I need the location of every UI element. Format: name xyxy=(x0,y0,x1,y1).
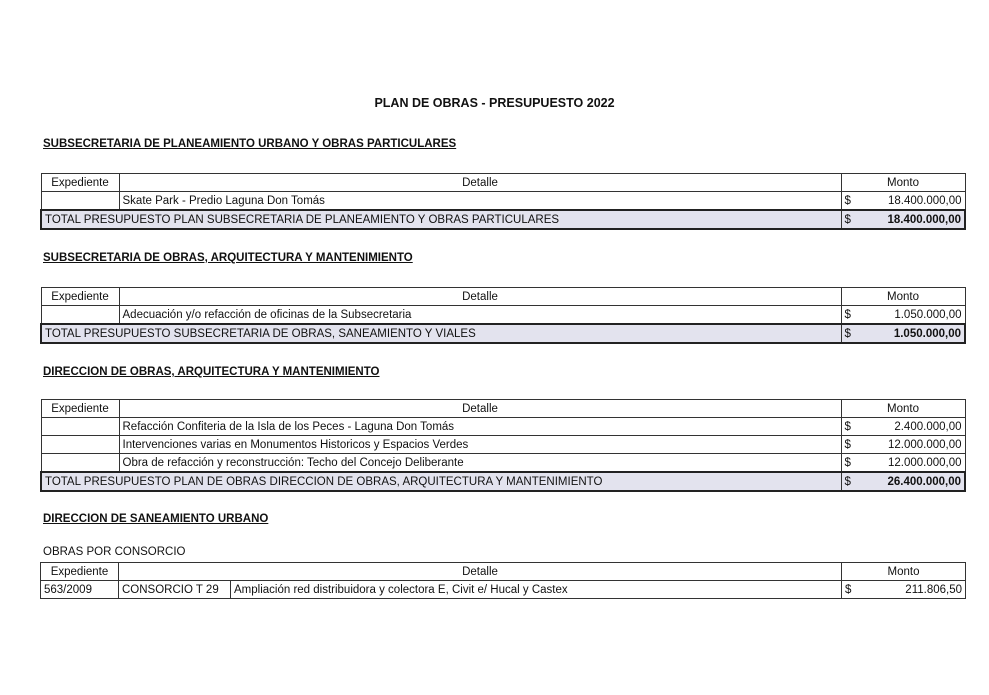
total-row xyxy=(41,210,965,229)
header-detalle: Detalle xyxy=(119,563,842,581)
total-currency: $ xyxy=(841,210,859,229)
total-label: TOTAL PRESUPUESTO PLAN DE OBRAS DIRECCION DE OBRAS, ARQUITECTURA Y MANTENIMIENTO xyxy=(41,472,841,491)
header-monto: Monto xyxy=(841,288,965,306)
cell-detalle: Intervenciones varias en Monumentos Historicos y Espacios Verdes xyxy=(119,436,841,454)
header-monto: Monto xyxy=(841,400,965,418)
table-row xyxy=(41,454,965,473)
header-detalle: Detalle xyxy=(119,400,841,418)
cell-detalle: Ampliación red distribuidora y colectora E, Civit e/ Hucal y Castex xyxy=(231,581,842,599)
section-title-direccion-obras: DIRECCION DE OBRAS, ARQUITECTURA Y MANTENIMIENTO xyxy=(43,366,380,378)
cell-currency: $ xyxy=(841,418,859,436)
cell-expediente xyxy=(41,454,119,473)
cell-monto: 12.000.000,00 xyxy=(859,454,965,473)
section-title-planeamiento: SUBSECRETARIA DE PLANEAMIENTO URBANO Y OBRAS PARTICULARES xyxy=(43,138,457,150)
header-expediente: Expediente xyxy=(41,400,119,418)
total-monto: 18.400.000,00 xyxy=(859,210,965,229)
cell-monto: 18.400.000,00 xyxy=(859,192,965,211)
cell-monto: 211.806,50 xyxy=(860,581,966,599)
total-label: TOTAL PRESUPUESTO PLAN SUBSECRETARIA DE PLANEAMIENTO Y OBRAS PARTICULARES xyxy=(41,210,841,229)
cell-expediente xyxy=(41,418,119,436)
header-detalle: Detalle xyxy=(119,288,841,306)
table-direccion-obras xyxy=(40,399,966,492)
table-planeamiento xyxy=(40,173,966,230)
table-header-row xyxy=(41,563,966,581)
cell-currency: $ xyxy=(841,192,859,211)
table-row xyxy=(41,581,966,599)
header-detalle: Detalle xyxy=(119,174,841,192)
total-row xyxy=(41,472,965,491)
section-title-saneamiento: DIRECCION DE SANEAMIENTO URBANO xyxy=(43,513,269,525)
cell-detalle: Obra de refacción y reconstrucción: Techo del Concejo Deliberante xyxy=(119,454,841,473)
cell-currency: $ xyxy=(841,436,859,454)
table-saneamiento xyxy=(40,562,966,599)
cell-detalle: Refacción Confiteria de la Isla de los Peces - Laguna Don Tomás xyxy=(119,418,841,436)
cell-consorcio: CONSORCIO T 29 xyxy=(119,581,231,599)
table-row xyxy=(41,436,965,454)
cell-monto: 1.050.000,00 xyxy=(859,306,965,325)
table-row xyxy=(41,192,965,211)
header-expediente: Expediente xyxy=(41,563,119,581)
header-expediente: Expediente xyxy=(41,174,119,192)
cell-monto: 2.400.000,00 xyxy=(859,418,965,436)
cell-expediente xyxy=(41,306,119,325)
cell-currency: $ xyxy=(841,306,859,325)
table-row xyxy=(41,418,965,436)
total-row xyxy=(41,324,965,343)
total-monto: 26.400.000,00 xyxy=(859,472,965,491)
cell-expediente xyxy=(41,192,119,211)
section-subtitle-consorcio: OBRAS POR CONSORCIO xyxy=(43,546,186,558)
header-expediente: Expediente xyxy=(41,288,119,306)
cell-detalle: Adecuación y/o refacción de oficinas de la Subsecretaria xyxy=(119,306,841,325)
total-currency: $ xyxy=(841,324,859,343)
cell-expediente xyxy=(41,436,119,454)
document-title: PLAN DE OBRAS - PRESUPUESTO 2022 xyxy=(374,96,615,110)
cell-currency: $ xyxy=(841,454,859,473)
total-currency: $ xyxy=(841,472,859,491)
table-header-row xyxy=(41,400,965,418)
cell-currency: $ xyxy=(842,581,860,599)
header-monto: Monto xyxy=(841,174,965,192)
cell-detalle: Skate Park - Predio Laguna Don Tomás xyxy=(119,192,841,211)
total-monto: 1.050.000,00 xyxy=(859,324,965,343)
header-monto: Monto xyxy=(842,563,966,581)
table-row xyxy=(41,306,965,325)
table-header-row xyxy=(41,288,965,306)
section-title-subsecretaria-obras: SUBSECRETARIA DE OBRAS, ARQUITECTURA Y MANTENIMIENTO xyxy=(43,252,413,264)
total-label: TOTAL PRESUPUESTO SUBSECRETARIA DE OBRAS, SANEAMIENTO Y VIALES xyxy=(41,324,841,343)
table-header-row xyxy=(41,174,965,192)
table-subsecretaria-obras xyxy=(40,287,966,344)
cell-expediente: 563/2009 xyxy=(41,581,119,599)
cell-monto: 12.000.000,00 xyxy=(859,436,965,454)
